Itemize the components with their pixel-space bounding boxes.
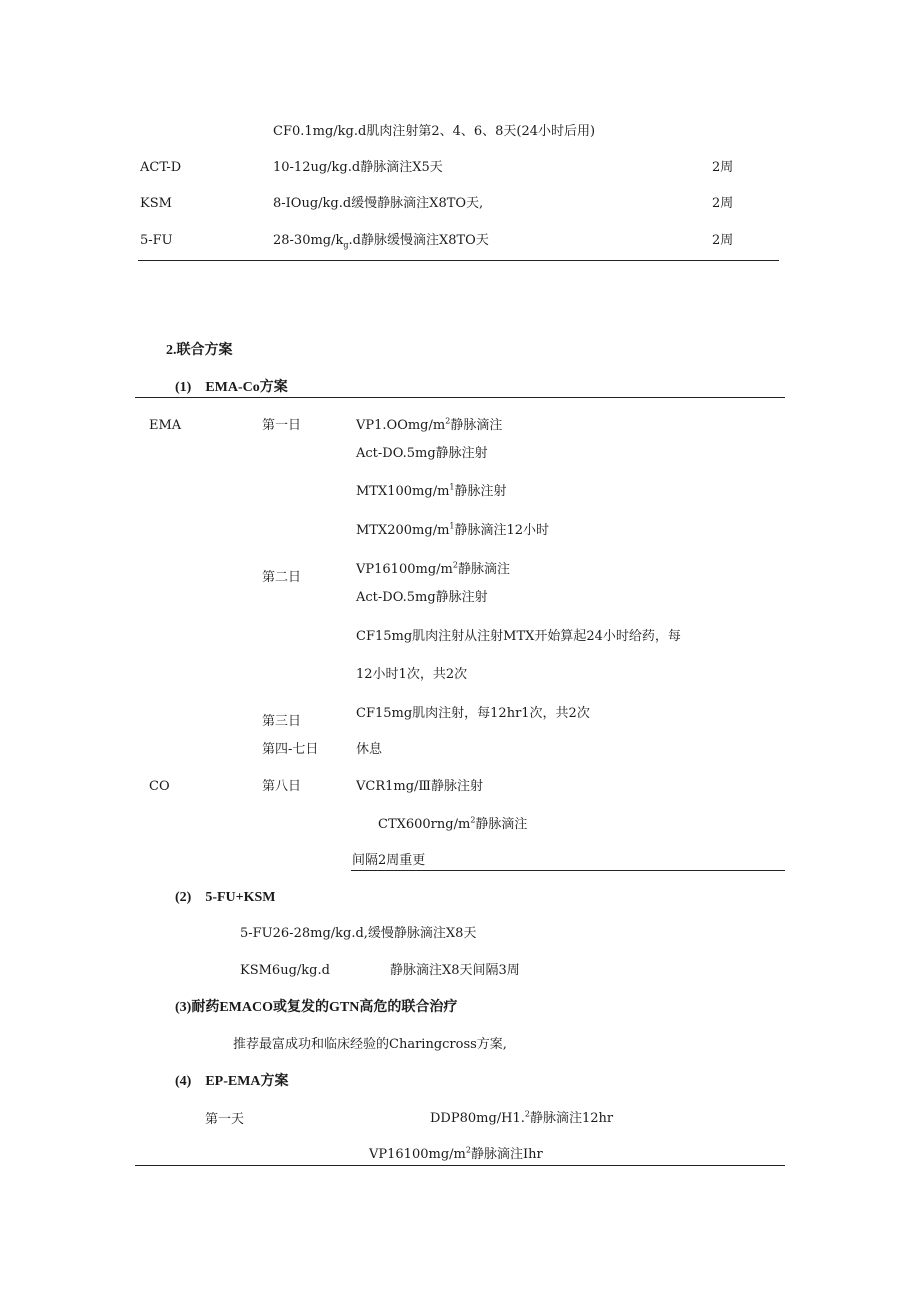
d8-ctx: $CTX600rng/m^2$静脉滴注 <box>378 815 528 832</box>
ema-label: EMA <box>149 418 182 433</box>
resistant-heading: (3)耐药EMACO或复发的GTN高危的联合治疗 <box>175 1000 458 1015</box>
drug-interval-5fu: 2周 <box>712 233 734 248</box>
drug-name-actd: ACT-D <box>140 160 182 175</box>
drug-interval-ksm: 2周 <box>712 196 734 211</box>
d2-cf-2: 12小时1次，共2次 <box>356 667 468 682</box>
co-label: CO <box>149 779 170 794</box>
day-label-8: 第八日 <box>262 779 302 794</box>
emaco-top-rule <box>135 397 785 398</box>
ep-ema-ddp: DDP80mg/H1.$^2$静脉滴注12hr <box>430 1109 614 1126</box>
drug-dose-5fu: $28-30mg/k_g.d$静脉缓慢滴注X8TO天 <box>273 233 489 250</box>
drug-dose-ksm: 8-IOug/kg.d缓慢静脉滴注X8TO天, <box>273 196 484 211</box>
resistant-text: 推荐最富成功和临床经验的Charingcross方案, <box>233 1037 507 1052</box>
emaco-heading: (1) EMA-Co方案 <box>175 380 288 395</box>
ep-ema-vp16: $VP16100mg/m^2$静脉滴注Ihr <box>369 1145 543 1162</box>
fu-ksm-line1: 5-FU26-28mg/kg.d,缓慢静脉滴注X8天 <box>240 926 477 941</box>
fu-ksm-heading: (2) 5-FU+KSM <box>175 890 276 905</box>
d1-vp16: $VP1.OOmg/m^2$静脉滴注 <box>356 416 503 433</box>
table-bottom-rule <box>138 260 779 261</box>
emaco-bottom-rule <box>351 870 785 871</box>
d2-actd: Act-DO.5mg静脉注射 <box>356 590 488 605</box>
d8-vcr: VCR1mg/Ⅲ静脉注射 <box>356 779 483 794</box>
day-label-1: 第一日 <box>262 418 302 433</box>
ep-ema-heading: (4) EP-EMA方案 <box>175 1074 289 1089</box>
fu-ksm-line2-route: 静脉滴注X8天间隔3周 <box>390 963 520 978</box>
d2-vp16: $VP16100mg/m^2$静脉滴注 <box>356 560 510 577</box>
emaco-repeat: 间隔2周重更 <box>352 853 426 868</box>
drug-interval-actd: 2周 <box>712 160 734 175</box>
d1-mtx-drip: $MTX200mg/m^1$静脉滴注12小时 <box>356 521 550 538</box>
day-label-2: 第二日 <box>262 570 302 585</box>
ep-ema-day1: 第一天 <box>205 1112 245 1127</box>
cf-dose-text: CF0.1mg/kg.d肌肉注射第2、4、6、8天(24小时后用) <box>273 124 596 139</box>
d1-actd: Act-DO.5mg静脉注射 <box>356 446 488 461</box>
section-title: 2.联合方案 <box>166 343 233 358</box>
fu-ksm-line2-dose: KSM6ug/kg.d <box>240 963 330 978</box>
ep-ema-bottom-rule <box>135 1165 785 1166</box>
d2-cf-1: CF15mg肌肉注射从注射MTX开始算起24小时给药，每 <box>356 629 681 644</box>
day-label-3: 第三日 <box>262 714 302 729</box>
drug-dose-actd: 10-12ug/kg.d静脉滴注X5天 <box>273 160 443 175</box>
d1-mtx-iv: $MTX100mg/m^1$静脉注射 <box>356 482 507 499</box>
d3-cf: CF15mg肌肉注射，每12hr1次，共2次 <box>356 706 590 721</box>
drug-name-ksm: KSM <box>140 196 172 211</box>
day-label-4-7: 第四-七日 <box>262 742 319 757</box>
drug-name-5fu: 5-FU <box>140 233 173 248</box>
d4-rest: 休息 <box>356 742 383 757</box>
